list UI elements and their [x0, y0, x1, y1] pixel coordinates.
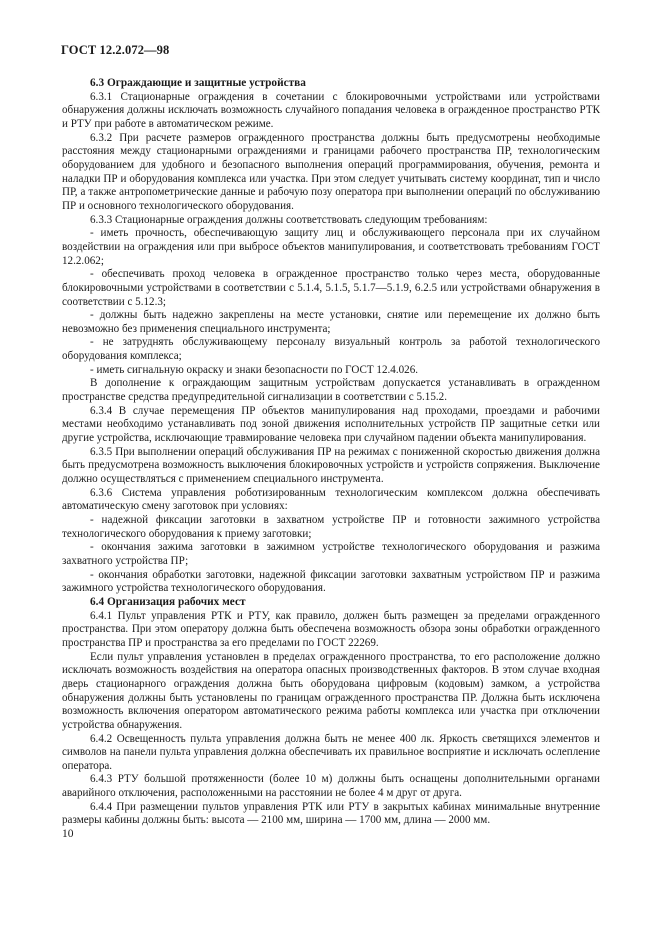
requirement-fixing: - должны быть надежно закреплены на месте установки, снятие или перемещение их должно быть невозможно без применения специального инструмента; [62, 309, 600, 335]
paragraph-6-4-1: 6.4.1 Пульт управления РТК и РТУ, как правило, должен быть размещен за пределами огражденного пространства. При этом оператору должна быть обеспечена возможность обзора зоны обработки огражденного пространства ПР и пространства за его пределами по ГОСТ 22269. [62, 609, 600, 649]
requirement-signal-color: - иметь сигнальную окраску и знаки безопасности по ГОСТ 12.4.026. [90, 363, 419, 376]
section-heading-6-3: 6.3 Ограждающие и защитные устройства [90, 77, 306, 89]
paragraph-6-4-3: 6.4.3 РТУ большой протяженности (более 10 м) должны быть оснащены дополнительными органами аварийного отключения, расположенными на расстоянии не более 4 м друг от друга. [62, 773, 600, 800]
requirement-strength: - иметь прочность, обеспечивающую защиту лиц и обслуживающего персонала при их случайном воздействии на ограждения или при выбросе объектов манипулирования, и соответствовать требованиям ГОСТ 12.2.062; [62, 227, 600, 267]
paragraph-6-3-6: 6.3.6 Система управления роботизированным технологическим комплексом должна обеспечивать автоматическую смену заготовок при условиях: [62, 486, 600, 513]
paragraph-6-3-1: 6.3.1 Стационарные ограждения в сочетании с блокировочными устройствами или устройствами обнаружения должны исключать возможность случайного попадания человека в огражденное пространство РТК и РТУ при работе в автоматическом режиме. [62, 90, 600, 130]
condition-clamping: - окончания зажима заготовки в зажимном устройстве технологического оборудования и разжима захватного устройства ПР; [62, 541, 600, 567]
paragraph-warning-signals: В дополнение к ограждающим защитным устройствам допускается устанавливать в огражденном пространстве средства предупредительной сигнализации в соответствии с 5.15.2. [62, 377, 600, 404]
paragraph-6-4-4: 6.4.4 При размещении пультов управления РТК или РТУ в закрытых кабинах минимальные внутренние размеры кабины должны быть: высота — 2100 мм, ширина — 1700 мм, длина — 2000 мм. [62, 800, 600, 827]
running-header: ГОСТ 12.2.072—98 [61, 43, 170, 57]
requirement-passage: - обеспечивать проход человека в огражденное пространство только через места, оборудованные блокировочными устройствами в соответствии с 5.1.4, 5.1.5, 5.1.7—5.1.9, 6.2.5 или устройствами обнаружения в соответствии с 5.12.3; [62, 268, 600, 308]
condition-processing-end: - окончания обработки заготовки, надежной фиксации заготовки захватным устройством ПР и разжима зажимного устройства технологического оборудования. [62, 568, 600, 595]
paragraph-6-3-5: 6.3.5 При выполнении операций обслуживания ПР на режимах с пониженной скоростью движения должна быть предусмотрена возможность выключения блокировочных устройств и устройств сопряжения. Выключение должно осуществляться с применением специального инструмента. [62, 445, 600, 486]
paragraph-6-3-3: 6.3.3 Стационарные ограждения должны соответствовать следующим требованиям: [90, 213, 488, 226]
paragraph-6-3-2: 6.3.2 При расчете размеров огражденного пространства должны быть предусмотрены необходимые расстояния между стационарными ограждениями и границами рабочего пространства ПР, технологическим оборудованием для удобного и безопасного выполнения операций программирования, обучения, ремонта и наладки ПР и оборудования комплекса или участка. При этом следует учитывать систему координат, тип и число ПР, а также антропометрические данные и рабочую позу оператора при выполнении операций по обслуживанию ПР и основного технологического оборудования. [62, 131, 600, 212]
requirement-visual-control: - не затруднять обслуживающему персоналу визуальный контроль за работой технологического оборудования комплекса; [62, 336, 600, 363]
paragraph-6-3-4: 6.3.4 В случае перемещения ПР объектов манипулирования над проходами, проездами и рабочими местами необходимо устанавливать под зоной движения исполнительных устройств ПР защитные сетки или другие устройства, исключающие травмирование человека при случайном падении объекта манипулирования. [62, 404, 600, 445]
page-body [62, 77, 600, 828]
condition-fixation: - надежной фиксации заготовки в захватном устройстве ПР и готовности зажимного устройства технологического оборудования к приему заготовки; [62, 514, 600, 540]
section-heading-6-4: 6.4 Организация рабочих мест [90, 595, 246, 608]
page-number: 10 [62, 828, 74, 840]
paragraph-control-panel-inside: Если пульт управления установлен в пределах огражденного пространства, то его расположение должно исключать возможность воздействия на оператора опасных производственных факторов. В этом случае входная дверь стационарного ограждения должна быть оборудована цифровым (кодовым) замком, а устройства обнаружения должны быть установлены по границам огражденного пространства ПР. Должна быть исключена возможность включения оператором автоматического режима работы комплекса или участка при отключении устройства обнаружения. [62, 650, 600, 731]
paragraph-6-4-2: 6.4.2 Освещенность пульта управления должна быть не менее 400 лк. Яркость светящихся элементов и символов на панели пульта управления должна обеспечивать их правильное восприятие и исключать ослепление оператора. [62, 732, 600, 772]
